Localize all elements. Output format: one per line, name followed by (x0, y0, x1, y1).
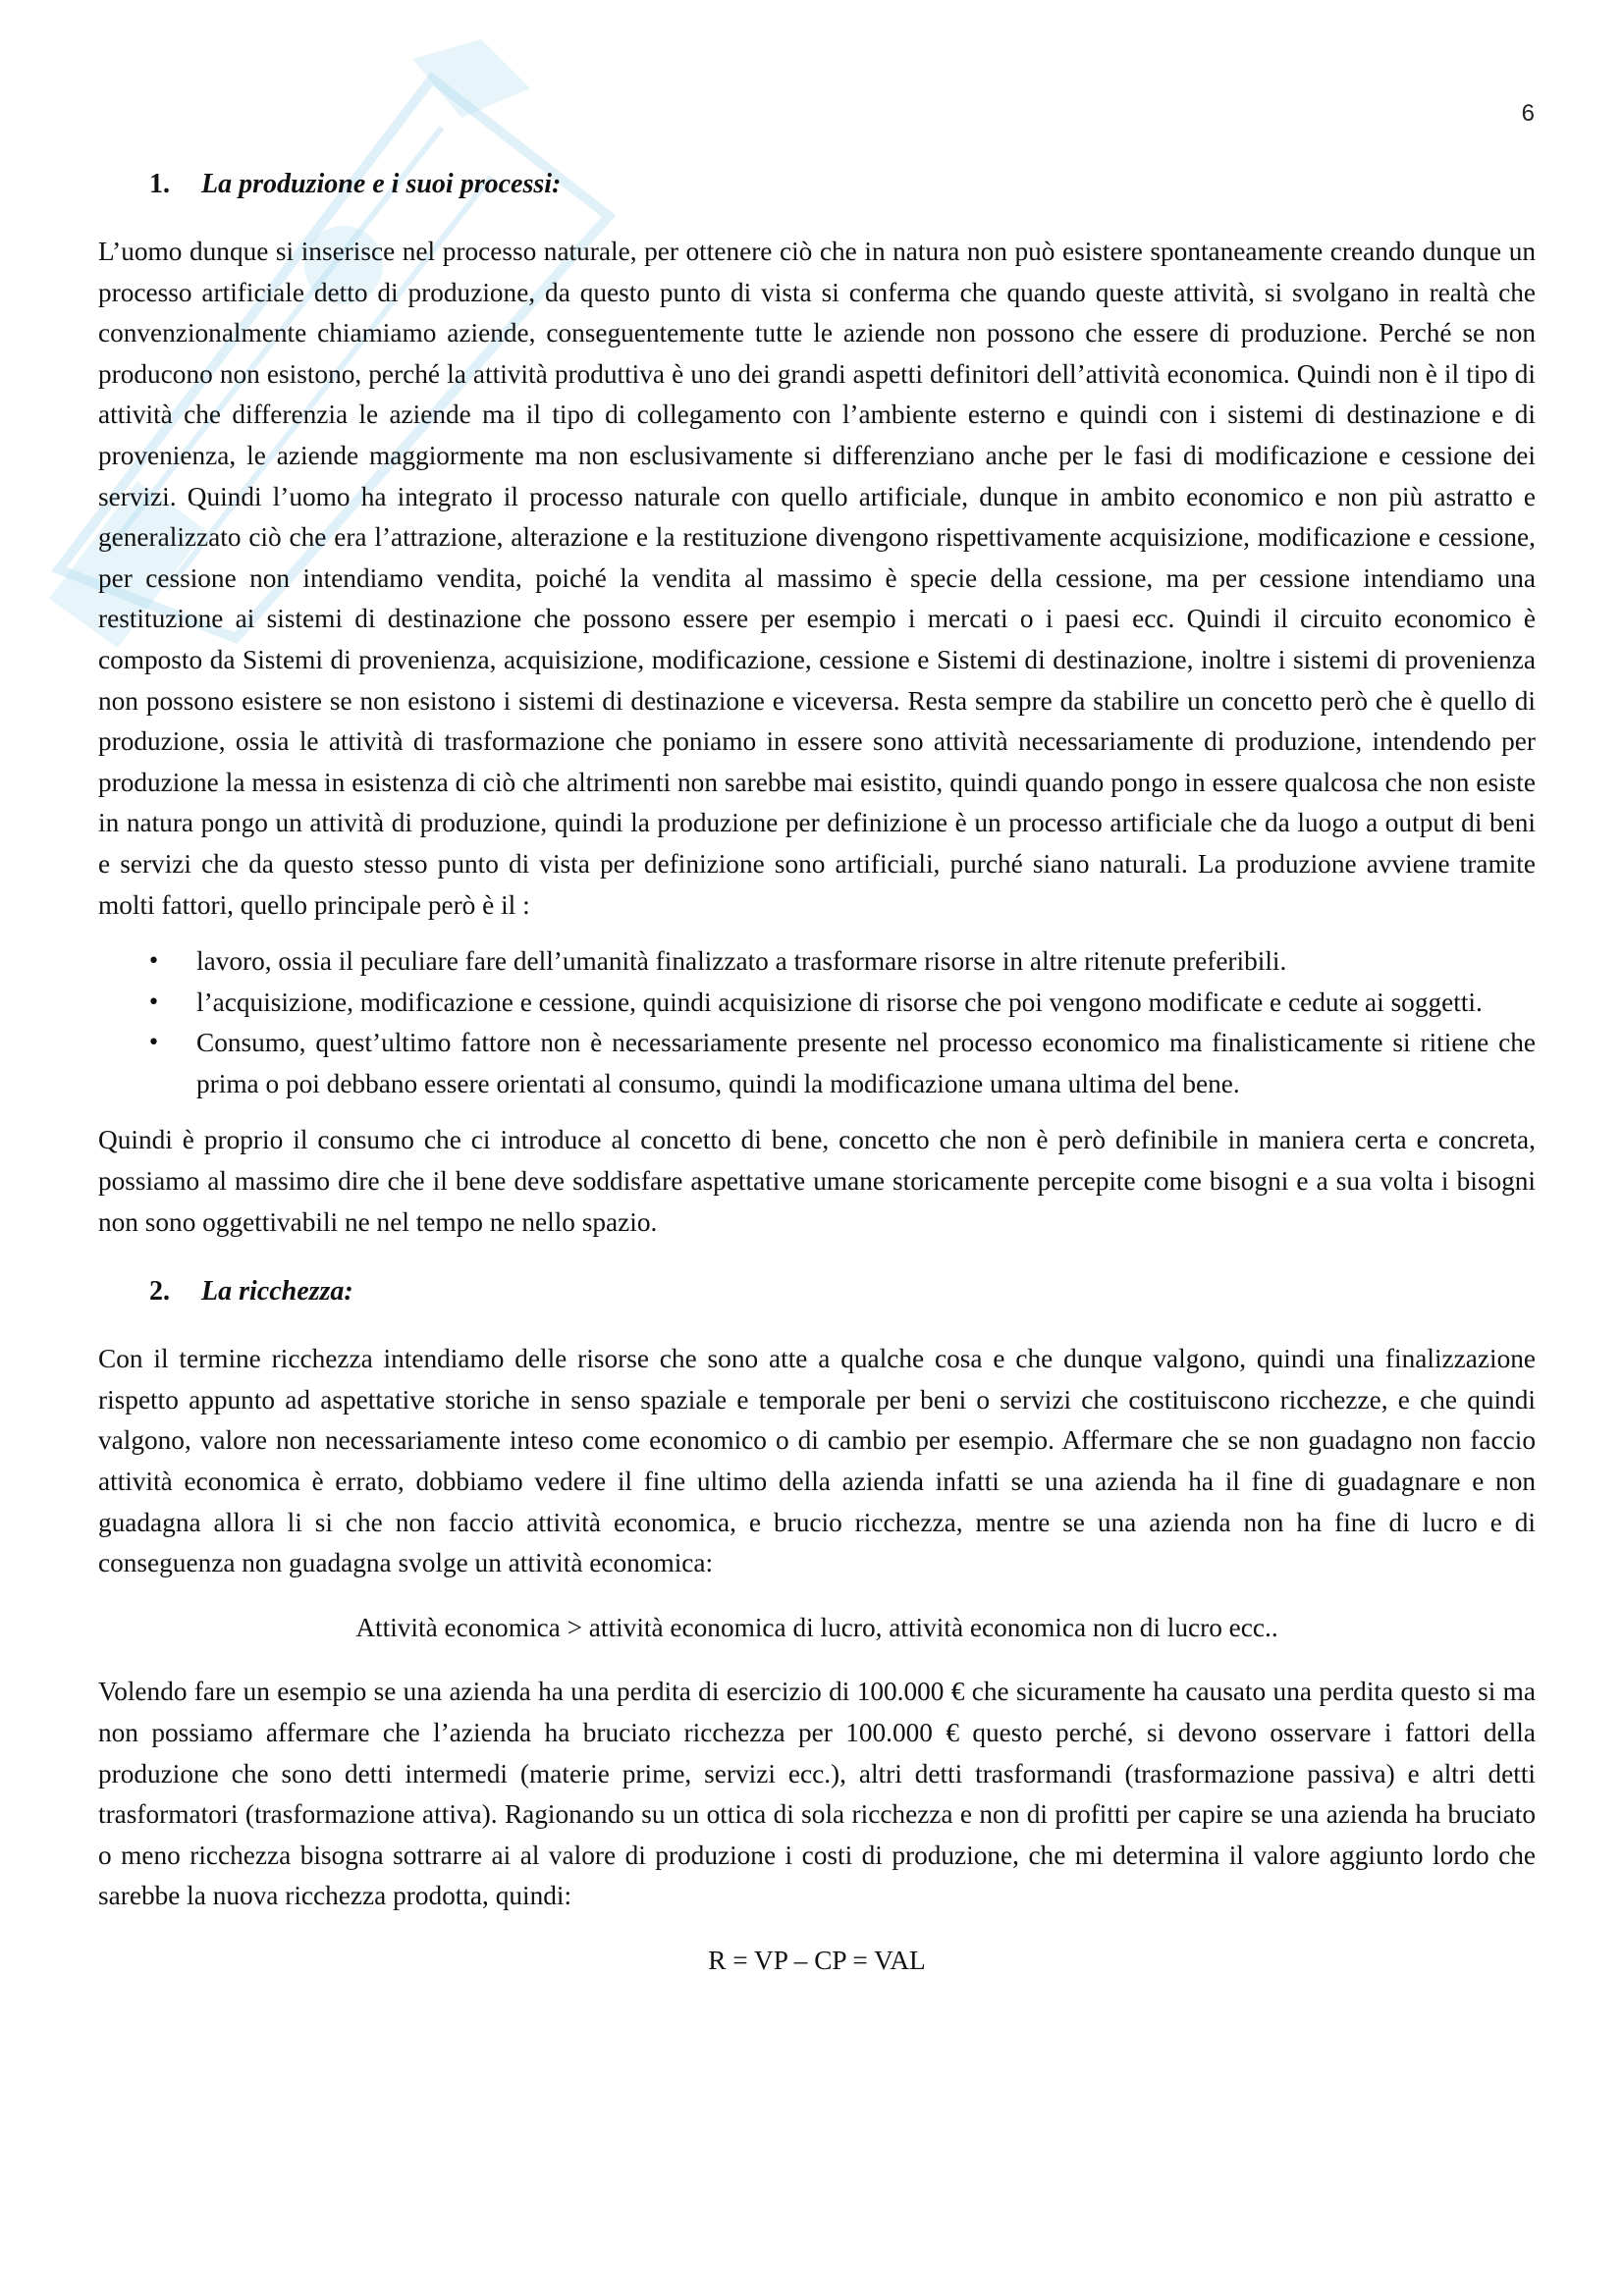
list-item-text: l’acquisizione, modificazione e cessione, quindi acquisizione di risorse che poi vengono modificate e cedute ai soggetti. (196, 987, 1483, 1017)
section-title: La ricchezza: (201, 1276, 353, 1308)
section-title: La produzione e i suoi processi: (201, 169, 562, 199)
page-number: 6 (1521, 100, 1535, 127)
bullet-icon: • (147, 949, 160, 975)
paragraph-production-intro: L’uomo dunque si inserisce nel processo naturale, per ottenere ciò che in natura non può esistere spontaneamente creando dunque un processo artificiale detto di produzione, da questo punto di vista si conferma che quando queste attività, si svolgano in realtà che convenzionalmente chiamiamo aziende, conseguentemente tutte le aziende non possono che essere di produzione. Perché se non producono non esistono, perché la attività produttiva è uno dei grandi aspetti definitori dell’attività economica. Quindi non è il tipo di attività che differenzia le aziende ma il tipo di collegamento con l’ambiente esterno e quindi con i sistemi di destinazione e di provenienza, le aziende maggiormente ma non esclusivamente si differenziano anche per le fasi di modificazione e cessione dei servizi. Quindi l’uomo ha integrato il processo naturale con quello artificiale, dunque in ambito economico e non più astratto e generalizzato ciò che era l’attrazione, alterazione e la restituzione divengono rispettivamente acquisizione, modificazione e cessione, per cessione non intendiamo vendita, poiché la vendita al massimo è specie della cessione, ma per cessione intendiamo una restituzione ai sistemi di destinazione che possono essere per esempio i mercati o i paesi ecc. Quindi il circuito economico è composto da Sistemi di provenienza, acquisizione, modificazione, cessione e Sistemi di destinazione, inoltre i sistemi di provenienza non possono esistere se non esistono i sistemi di destinazione e viceversa. Resta sempre da stabilire un concetto però che è quello di produzione, ossia le attività di trasformazione che poniamo in essere sono attività necessariamente di produzione, intendendo per produzione la messa in esistenza di ciò che altrimenti non sarebbe mai esistito, quindi quando pongo in essere qualcosa che non esiste in natura pongo un attività di produzione, quindi la produzione per definizione è un processo artificiale che da luogo a output di beni e servizi che da questo stesso punto di vista per definizione sono artificiali, purché siano naturali. La produzione avviene tramite molti fattori, quello principale però è il : (98, 237, 1536, 920)
page-content (98, 88, 1536, 2005)
section-heading-wealth (149, 1276, 1536, 1308)
formula-value-added: R = VP – CP = VAL (708, 1945, 926, 1975)
bullet-icon: • (147, 989, 160, 1015)
section-number: 1. (149, 169, 170, 199)
production-factors-list (98, 941, 1536, 1104)
paragraph-wealth-example: Volendo fare un esempio se una azienda ha una perdita di esercizio di 100.000 € che sicuramente ha causato una perdita questo si ma non possiamo affermare che l’azienda ha bruciato ricchezza per 100.000 € questo perché, si devono osservare i fattori della produzione che sono detti intermedi (materie prime, servizi ecc.), altri detti trasformandi (trasformazione passiva) e altri detti trasformatori (trasformazione attiva). Ragionando su un ottica di sola ricchezza e non di profitti per capire se una azienda ha bruciato o meno ricchezza bisogna sottrarre ai al valore di produzione i costi di produzione, che mi determina il valore aggiunto lordo che sarebbe la nuova ricchezza prodotta, quindi: (98, 1677, 1536, 1911)
paragraph-consumption: Quindi è proprio il consumo che ci introduce al concetto di bene, concetto che non è però definibile in maniera certa e concreta, possiamo al massimo dire che il bene deve soddisfare aspettative umane storicamente percepite come bisogni e a sua volta i bisogni non sono oggettivabili ne nel tempo ne nello spazio. (98, 1125, 1536, 1237)
list-item (147, 941, 1536, 983)
formula-economic-activity: Attività economica > attività economica di lucro, attività economica non di lucro ecc.. (355, 1612, 1278, 1642)
section-number: 2. (149, 1276, 170, 1308)
list-item-text: Consumo, quest’ultimo fattore non è necessariamente presente nel processo economico ma finalisticamente si ritiene che prima o poi debbano essere orientati al consumo, quindi la modificazione umana ultima del bene. (196, 1028, 1536, 1098)
list-item-text: lavoro, ossia il peculiare fare dell’umanità finalizzato a trasformare risorse in altre ritenute preferibili. (196, 946, 1287, 977)
bullet-icon: • (147, 1031, 160, 1056)
paragraph-wealth-definition: Con il termine ricchezza intendiamo delle risorse che sono atte a qualche cosa e che dunque valgono, quindi una finalizzazione rispetto appunto ad aspettative storiche in senso spaziale e temporale per beni o servizi che costituiscono ricchezze, e che quindi valgono, valore non necessariamente inteso come economico o di cambio per esempio. Affermare che se non guadagno non faccio attività economica è errato, dobbiamo vedere il fine ultimo della azienda infatti se una azienda ha il fine di guadagnare e non guadagna allora li si che non faccio attività economica, e brucio ricchezza, mentre se una azienda non ha fine di lucro e di conseguenza non guadagna svolge un attività economica: (98, 1344, 1536, 1578)
section-heading-production (149, 169, 1536, 200)
list-item (147, 983, 1536, 1024)
list-item (147, 1023, 1536, 1104)
